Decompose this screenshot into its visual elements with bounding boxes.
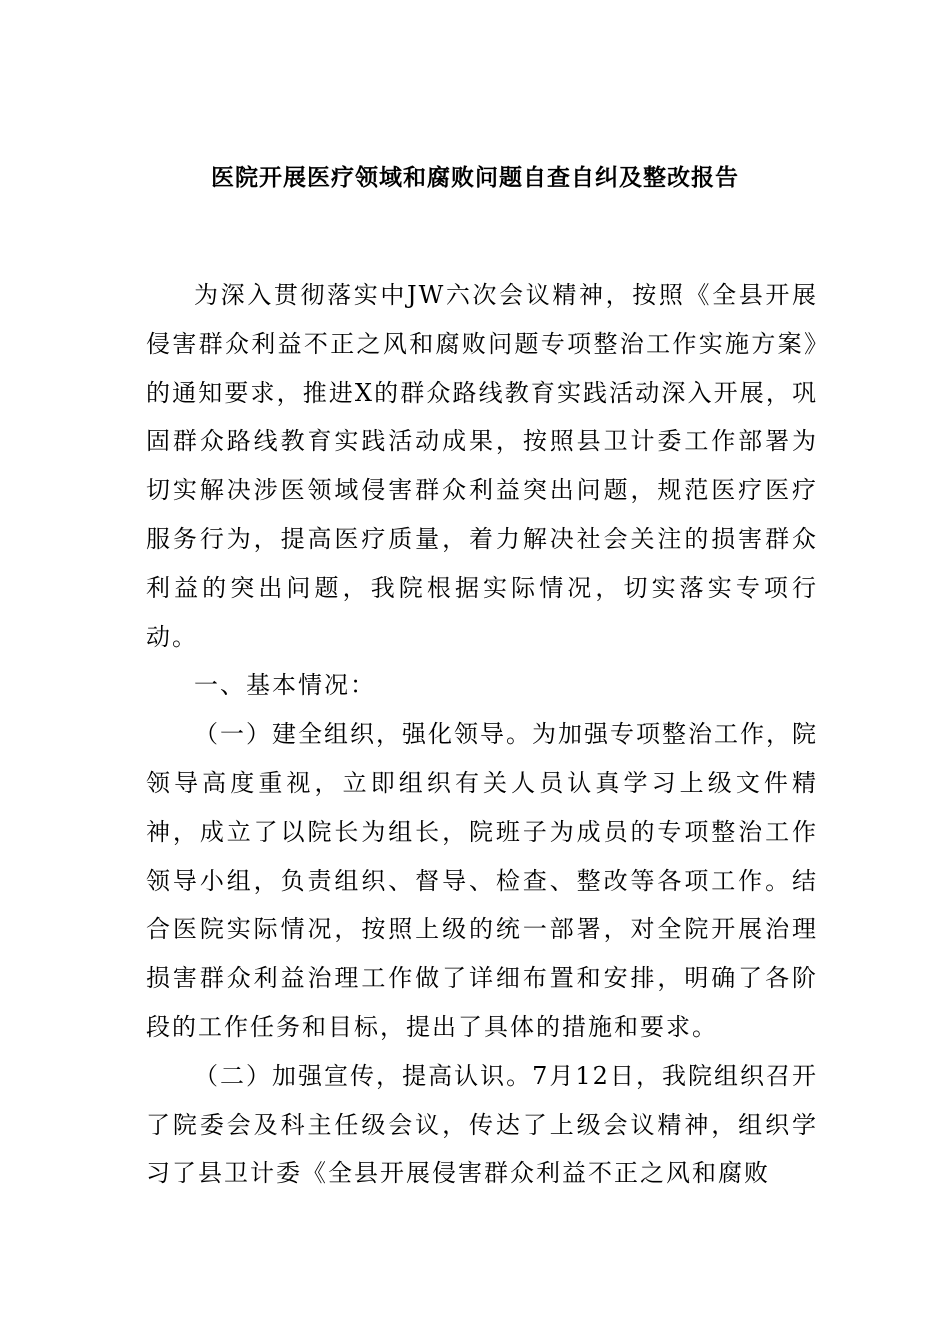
document-body — [146, 271, 818, 1198]
paragraph-publicity: （二）加强宣传，提高认识。7月12日，我院组织召开了院委会及科主任级会议，传达了上级会议精神，组织学习了县卫计委《全县开展侵害群众利益不正之风和腐败 — [146, 1061, 818, 1188]
paragraph-organization: （一）建全组织，强化领导。为加强专项整治工作，院领导高度重视，立即组织有关人员认真学习上级文件精神，成立了以院长为组长，院班子为成员的专项整治工作领导小组，负责组织、督导、检查、整改等各项工作。结合医院实际情况，按照上级的统一部署，对全院开展治理损害群众利益治理工作做了详细布置和安排，明确了各阶段的工作任务和目标，提出了具体的措施和要求。 — [146, 720, 818, 1041]
document-title: 医院开展医疗领域和腐败问题自查自纠及整改报告 — [211, 164, 739, 191]
section-heading-basic-situation: 一、基本情况： — [194, 671, 376, 700]
intro-paragraph: 为深入贯彻落实中JW六次会议精神，按照《全县开展侵害群众利益不正之风和腐败问题专项整治工作实施方案》的通知要求，推进X的群众路线教育实践活动深入开展，巩固群众路线教育实践活动成果，按照县卫计委工作部署为切实解决涉医领域侵害群众利益突出问题，规范医疗医疗服务行为，提高医疗质量，着力解决社会关注的损害群众利益的突出问题，我院根据实际情况，切实落实专项行动。 — [146, 281, 818, 651]
